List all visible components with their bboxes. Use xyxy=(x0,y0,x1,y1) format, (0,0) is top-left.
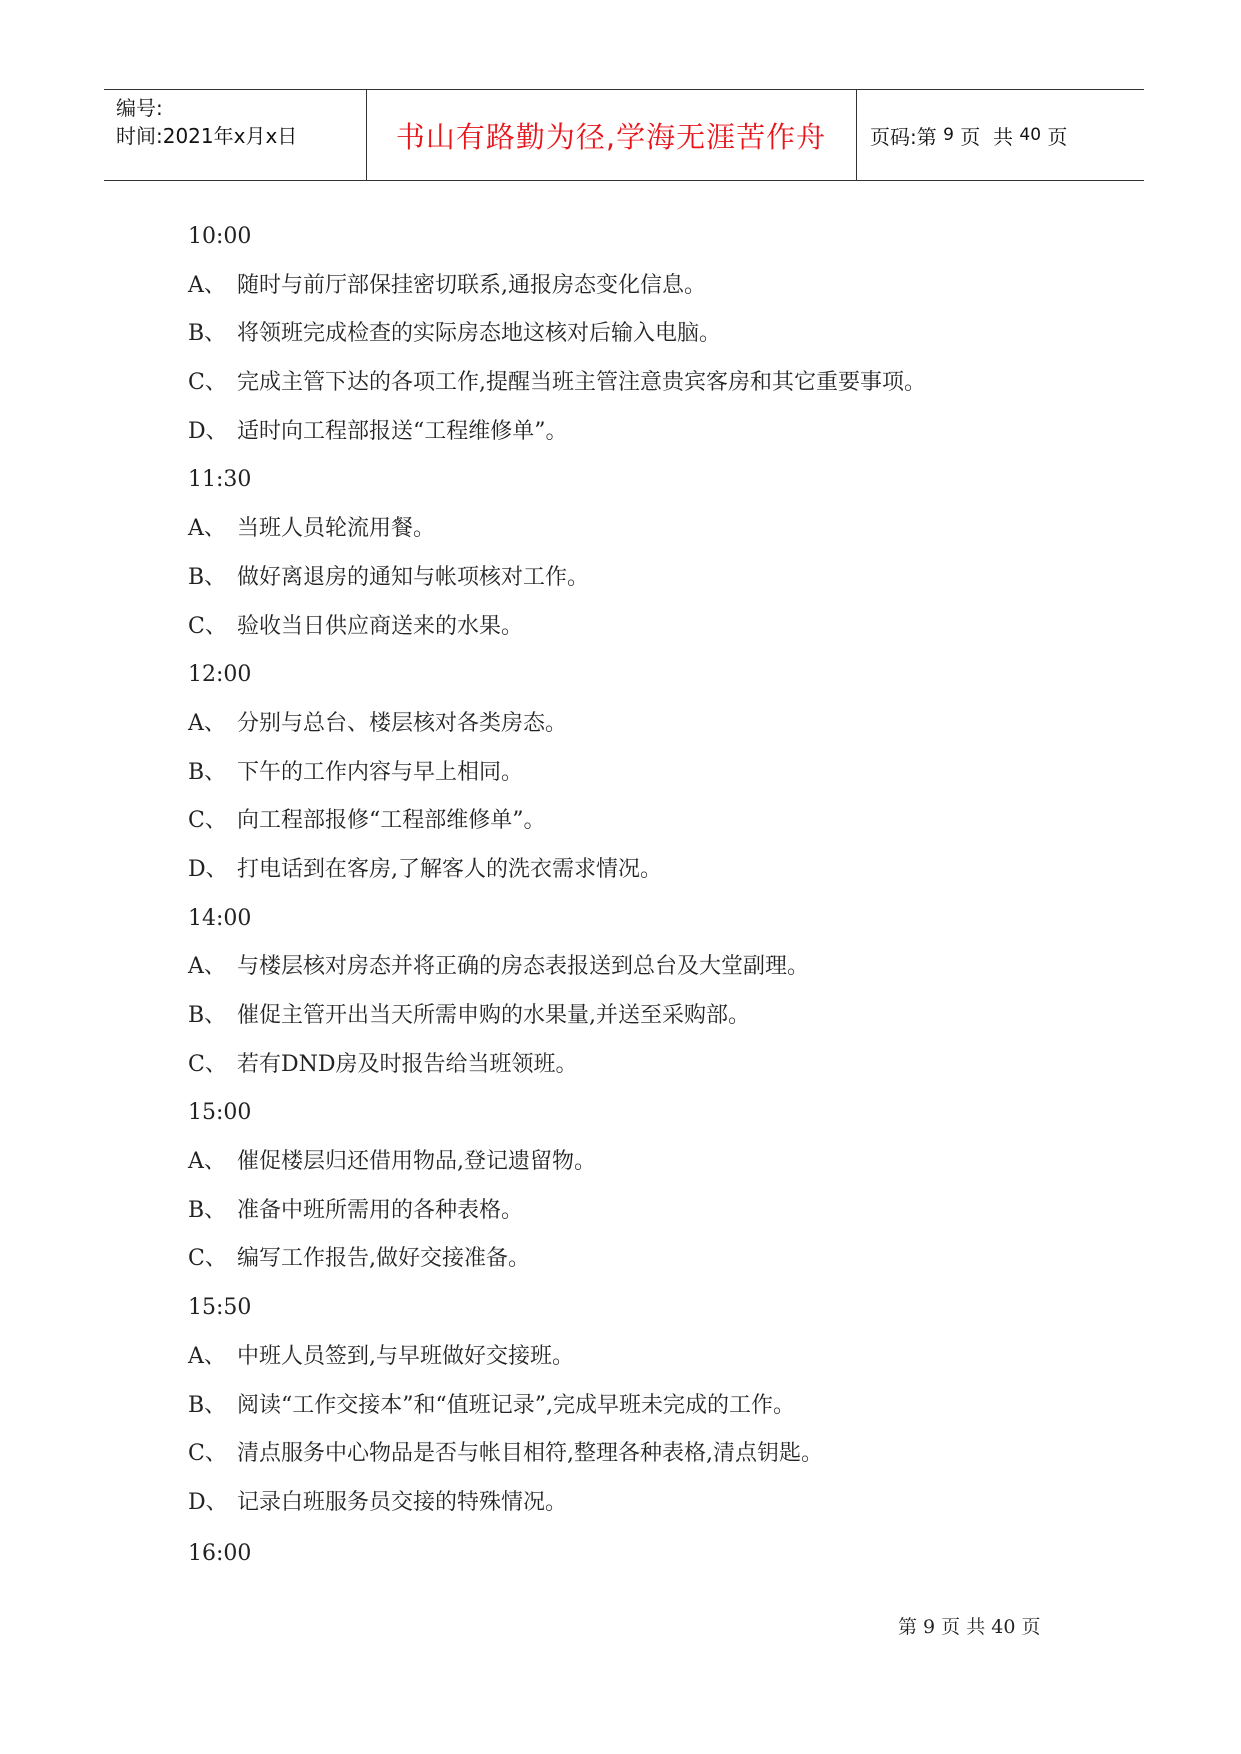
task-item xyxy=(188,1192,1088,1241)
item-text: 打电话到在客房,了解客人的洗衣需求情况。 xyxy=(237,856,662,882)
header-divider xyxy=(856,90,857,180)
task-item xyxy=(188,948,1088,997)
item-text: 适时向工程部报送“工程维修单”。 xyxy=(237,418,568,444)
schedule-time xyxy=(188,218,1088,267)
item-label: A、 xyxy=(188,1343,226,1369)
item-text: 若有DND房及时报告给当班领班。 xyxy=(237,1051,578,1077)
header-page-current: 9 xyxy=(943,125,954,145)
time-label: 15:00 xyxy=(188,1100,252,1126)
task-item xyxy=(188,510,1088,559)
header-motto: 书山有路勤为径,学海无涯苦作舟 xyxy=(395,119,827,154)
item-text: 催促楼层归还借用物品,登记遗留物。 xyxy=(237,1149,596,1175)
item-label: C、 xyxy=(188,613,227,639)
item-label: B、 xyxy=(188,564,227,590)
task-item xyxy=(188,1046,1088,1095)
header-page-mid: 页 共 xyxy=(953,124,1020,149)
schedule-time xyxy=(188,900,1088,949)
schedule-time xyxy=(188,1289,1088,1338)
item-text: 做好离退房的通知与帐项核对工作。 xyxy=(237,564,590,590)
item-text: 完成主管下达的各项工作,提醒当班主管注意贵宾客房和其它重要事项。 xyxy=(237,370,926,396)
header-page-total: 40 xyxy=(1019,125,1042,145)
item-label: C、 xyxy=(188,1246,227,1272)
header-page-indicator xyxy=(870,90,1067,180)
item-label: A、 xyxy=(188,1149,226,1175)
item-text: 催促主管开出当天所需申购的水果量,并送至采购部。 xyxy=(237,1003,750,1028)
page-header xyxy=(104,89,1144,181)
header-page-suffix: 页 xyxy=(1041,124,1068,149)
item-text: 下午的工作内容与早上相同。 xyxy=(237,759,524,785)
task-item xyxy=(188,1387,1088,1436)
task-item xyxy=(188,1240,1088,1289)
footer-suffix: 页 xyxy=(1015,1616,1041,1638)
header-page-prefix: 页码:第 xyxy=(870,124,944,149)
item-text: 清点服务中心物品是否与帐目相符,整理各种表格,清点钥匙。 xyxy=(237,1441,823,1467)
footer-page-current: 9 xyxy=(923,1616,936,1638)
page-footer xyxy=(898,1612,1041,1639)
item-label: D、 xyxy=(188,1489,228,1515)
item-label: A、 xyxy=(188,710,226,736)
task-item xyxy=(188,851,1088,900)
item-label: C、 xyxy=(188,1441,227,1467)
item-label: A、 xyxy=(188,272,226,298)
item-text: 当班人员轮流用餐。 xyxy=(237,516,436,542)
task-item xyxy=(188,608,1088,657)
item-text: 中班人员签到,与早班做好交接班。 xyxy=(237,1343,574,1369)
task-item xyxy=(188,705,1088,754)
item-text: 记录白班服务员交接的特殊情况。 xyxy=(237,1489,568,1515)
item-label: D、 xyxy=(188,856,228,882)
item-text: 将领班完成检查的实际房态地这核对后输入电脑。 xyxy=(237,321,722,347)
item-label: C、 xyxy=(188,808,227,834)
schedule-time xyxy=(188,656,1088,705)
schedule-time xyxy=(188,1535,1088,1584)
task-item xyxy=(188,1435,1088,1484)
task-item xyxy=(188,413,1088,462)
item-label: A、 xyxy=(188,516,226,542)
task-item xyxy=(188,1143,1088,1192)
time-label: 15:50 xyxy=(188,1295,252,1321)
document-number-label: 编号: xyxy=(116,96,163,120)
task-item xyxy=(188,267,1088,316)
document-body xyxy=(188,218,1088,1583)
item-label: D、 xyxy=(188,418,228,444)
schedule-time xyxy=(188,461,1088,510)
task-item xyxy=(188,364,1088,413)
item-label: B、 xyxy=(188,321,227,347)
item-text: 随时与前厅部保挂密切联系,通报房态变化信息。 xyxy=(237,272,706,298)
footer-page-total: 40 xyxy=(991,1616,1016,1638)
item-label: B、 xyxy=(188,1003,227,1028)
footer-mid: 页 共 xyxy=(935,1616,992,1638)
task-item xyxy=(188,997,1088,1046)
task-item xyxy=(188,1484,1088,1533)
schedule-time xyxy=(188,1094,1088,1143)
time-label: 11:30 xyxy=(188,467,252,493)
item-label: A、 xyxy=(188,954,226,980)
item-text: 编写工作报告,做好交接准备。 xyxy=(237,1246,530,1272)
item-text: 向工程部报修“工程部维修单”。 xyxy=(237,808,546,834)
item-label: C、 xyxy=(188,370,227,396)
time-label: 10:00 xyxy=(188,224,252,249)
footer-prefix: 第 xyxy=(898,1616,924,1638)
item-text: 分别与总台、楼层核对各类房态。 xyxy=(237,710,568,736)
task-item xyxy=(188,754,1088,803)
item-text: 准备中班所需用的各种表格。 xyxy=(237,1197,524,1223)
item-text: 阅读“工作交接本”和“值班记录”,完成早班未完成的工作。 xyxy=(237,1392,795,1418)
item-text: 验收当日供应商送来的水果。 xyxy=(237,613,524,639)
time-label: 12:00 xyxy=(188,662,252,688)
time-label: 16:00 xyxy=(188,1540,252,1566)
item-text: 与楼层核对房态并将正确的房态表报送到总台及大堂副理。 xyxy=(237,954,810,980)
item-label: B、 xyxy=(188,1197,227,1223)
task-item xyxy=(188,315,1088,364)
time-label: 14:00 xyxy=(188,905,252,931)
task-item xyxy=(188,802,1088,851)
item-label: C、 xyxy=(188,1051,227,1077)
task-item xyxy=(188,1338,1088,1387)
header-meta xyxy=(116,94,297,150)
item-label: B、 xyxy=(188,759,227,785)
task-item xyxy=(188,559,1088,608)
document-time-label: 时间:2021年x月x日 xyxy=(116,124,298,148)
item-label: B、 xyxy=(188,1392,227,1418)
